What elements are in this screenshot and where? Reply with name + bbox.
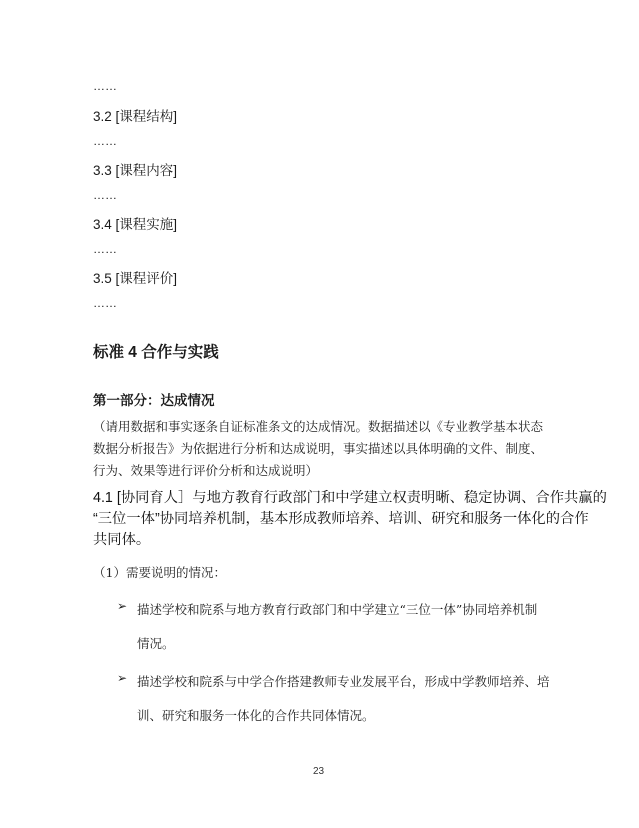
bullet-2-line-1: 描述学校和院系与中学合作搭建教师专业发展平台，形成中学教师培养、培 — [137, 674, 550, 689]
subsection-label: [课程评价] — [115, 271, 178, 286]
bullet-1-line-2: 情况。 — [137, 636, 175, 651]
page-number: 23 — [313, 766, 325, 777]
explain-label: （1）需要说明的情况： — [93, 565, 226, 580]
ellipsis-line: …… — [93, 242, 117, 256]
subsection-number: 3.4 — [93, 217, 112, 232]
subsection-3-2 — [93, 105, 177, 125]
subsection-label: [课程实施] — [115, 217, 178, 232]
arrow-bullet-icon: ➢ — [117, 671, 128, 685]
subsection-label: [课程内容] — [115, 163, 178, 178]
subsection-number: 3.2 — [93, 109, 112, 124]
instruction-line-2: 数据分析报告》为依据进行分析和达成说明，事实描述以具体明确的文件、制度、 — [93, 441, 544, 456]
bullet-2-line-2: 训、研究和服务一体化的合作共同体情况。 — [137, 708, 375, 723]
item-4-1-line-3: 共同体。 — [93, 532, 151, 548]
ellipsis-line: …… — [93, 79, 117, 93]
subsection-label: [课程结构] — [115, 109, 178, 124]
instruction-line-3: 行为、效果等进行评价分析和达成说明） — [93, 463, 319, 478]
part-heading: 第一部分：达成情况 — [93, 393, 215, 408]
item-4-1-line-2: “三位一体”协同培养机制，基本形成教师培养、培训、研究和服务一体化的合作 — [93, 511, 589, 527]
item-4-1-line-1: 4.1 [协同育人］与地方教育行政部门和中学建立权责明晰、稳定协调、合作共赢的 — [93, 490, 607, 506]
subsection-3-4 — [93, 213, 177, 233]
subsection-3-3 — [93, 159, 177, 179]
subsection-number: 3.5 — [93, 271, 112, 286]
standard-heading: 标准 4 合作与实践 — [93, 344, 219, 361]
bullet-1-line-1: 描述学校和院系与地方教育行政部门和中学建立“三位一体”协同培养机制 — [137, 602, 538, 617]
instruction-line-1: （请用数据和事实逐条自证标准条文的达成情况。数据描述以《专业教学基本状态 — [93, 419, 544, 434]
ellipsis-line: …… — [93, 296, 117, 310]
ellipsis-line: …… — [93, 188, 117, 202]
subsection-3-5 — [93, 267, 177, 287]
ellipsis-line: …… — [93, 134, 117, 148]
subsection-number: 3.3 — [93, 163, 112, 178]
arrow-bullet-icon: ➢ — [117, 599, 128, 613]
